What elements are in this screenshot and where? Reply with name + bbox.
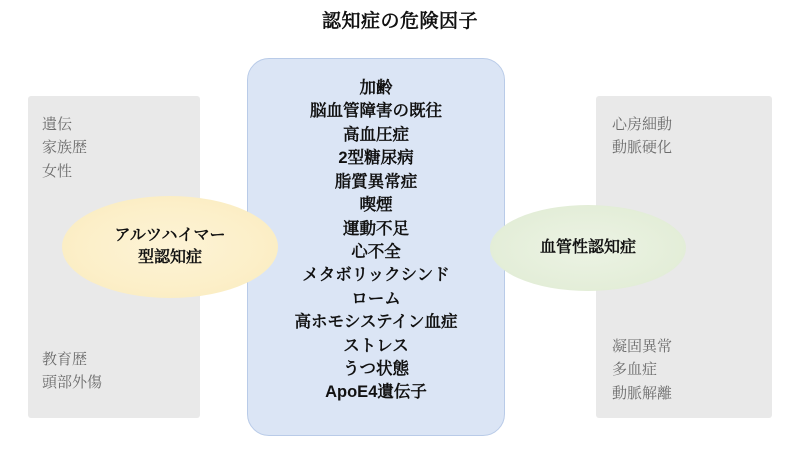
left-bottom-factors bbox=[42, 348, 102, 395]
page-title: 認知症の危険因子 bbox=[321, 11, 478, 32]
list-item: 加齢 bbox=[359, 79, 393, 97]
list-item: ApoE4遺伝子 bbox=[325, 383, 427, 402]
list-item: ローム bbox=[351, 289, 401, 308]
list-item: 高血圧症 bbox=[343, 125, 409, 144]
node-label-line: アルツハイマー bbox=[114, 227, 226, 245]
list-item: 高ホモシステイン血症 bbox=[294, 313, 458, 332]
list-item: うつ状態 bbox=[343, 360, 409, 379]
node-label-line: 型認知症 bbox=[137, 249, 202, 266]
shared-risk-panel bbox=[247, 58, 505, 436]
list-item: メタボリックシンド bbox=[302, 266, 450, 285]
list-item: 遺伝 bbox=[42, 116, 73, 133]
list-item: 動脈解離 bbox=[612, 384, 673, 402]
list-item: 凝固異常 bbox=[612, 338, 673, 355]
right-top-factors bbox=[612, 113, 672, 160]
list-item: 脂質異常症 bbox=[334, 172, 418, 191]
list-item: 家族歴 bbox=[42, 139, 88, 157]
left-top-factors bbox=[42, 113, 87, 183]
list-item: 動脈硬化 bbox=[612, 139, 673, 157]
list-item: 女性 bbox=[42, 162, 73, 180]
list-item: 教育歴 bbox=[42, 351, 88, 368]
shared-risk-list bbox=[248, 77, 504, 405]
alzheimer-dementia-node bbox=[62, 196, 278, 298]
list-item: 心不全 bbox=[351, 242, 401, 261]
list-item: 喫煙 bbox=[359, 196, 393, 215]
vascular-dementia-node bbox=[490, 205, 686, 291]
right-bottom-factors bbox=[612, 335, 672, 405]
list-item: 多血症 bbox=[612, 361, 658, 379]
list-item: 脳血管障害の既往 bbox=[310, 102, 442, 121]
node-label-line: 血管性認知症 bbox=[539, 239, 636, 257]
list-item: 2型糖尿病 bbox=[338, 149, 414, 168]
list-item: 心房細動 bbox=[612, 116, 673, 133]
list-item: 運動不足 bbox=[343, 219, 409, 238]
list-item: ストレス bbox=[343, 336, 409, 355]
list-item: 頭部外傷 bbox=[42, 374, 103, 392]
